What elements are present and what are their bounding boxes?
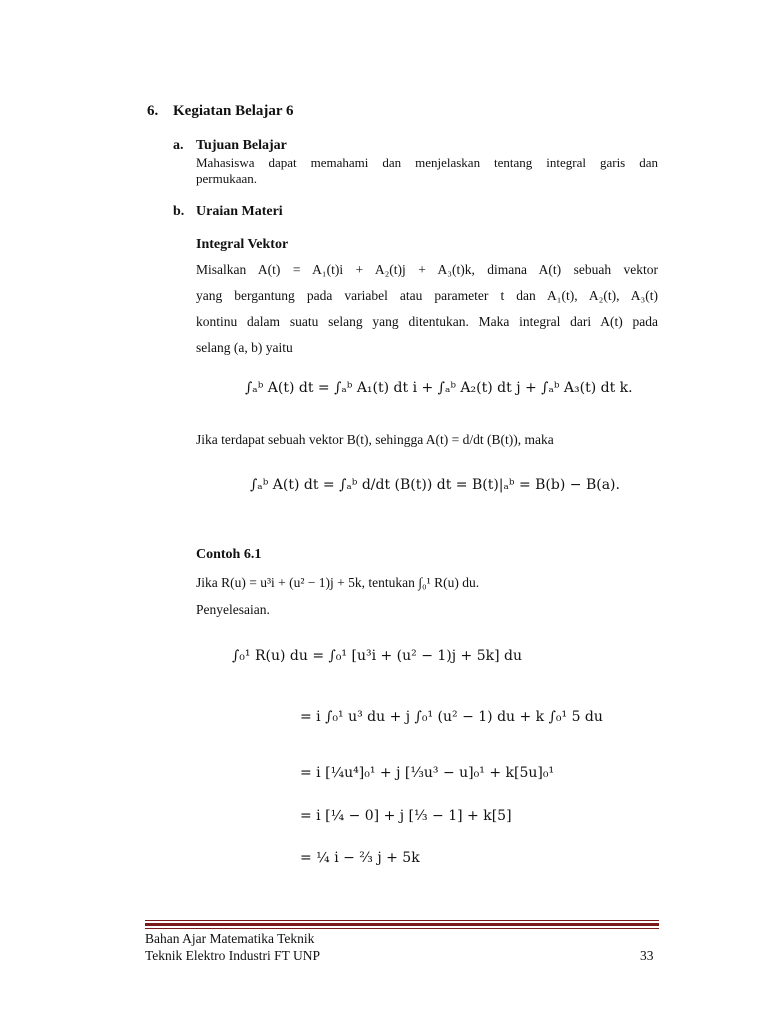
equation-integral-components: ∫ₐᵇ A(t) dt = ∫ₐᵇ A₁(t) dt i + ∫ₐᵇ A₂(t) dt j + ∫ₐᵇ A₃(t) dt k. xyxy=(245,380,633,396)
footer-course: Bahan Ajar Matematika Teknik xyxy=(145,931,315,946)
solution-step-3: = i [¼u⁴]₀¹ + j [⅓u³ − u]₀¹ + k[5u]₀¹ xyxy=(300,765,555,781)
example-problem: Jika R(u) = u³i + (u² − 1)j + 5k, tentukan ∫₀¹ R(u) du. xyxy=(196,575,480,590)
footer-department: Teknik Elektro Industri FT UNP xyxy=(145,948,321,963)
integral-vektor-heading: Integral Vektor xyxy=(196,237,289,252)
solution-step-1: ∫₀¹ R(u) du = ∫₀¹ [u³i + (u² − 1)j + 5k] du xyxy=(232,648,523,664)
subsection-b-label: b. xyxy=(173,204,185,219)
paragraph-line-2: yang bergantung pada variabel atau parameter t dan A₁(t), A₂(t), A₃(t) xyxy=(196,288,658,303)
solution-step-2: = i ∫₀¹ u³ du + j ∫₀¹ (u² − 1) du + k ∫₀¹ 5 du xyxy=(300,709,603,725)
subsection-a-text-line2: permukaan. xyxy=(196,171,258,186)
solution-label: Penyelesaian. xyxy=(196,602,270,617)
paragraph-line-1: Misalkan A(t) = A₁(t)i + A₂(t)j + A₃(t)k, dimana A(t) sebuah vektor xyxy=(196,262,658,277)
section-number: 6. xyxy=(147,103,159,119)
equation-antiderivative: ∫ₐᵇ A(t) dt = ∫ₐᵇ d/dt (B(t)) dt = B(t)|ₐᵇ = B(b) − B(a). xyxy=(250,477,620,493)
footer-rule-main xyxy=(145,923,659,926)
paragraph-line-4: selang (a, b) yaitu xyxy=(196,340,293,355)
subsection-b-title: Uraian Materi xyxy=(196,204,283,219)
example-heading: Contoh 6.1 xyxy=(196,547,262,562)
section-title: Kegiatan Belajar 6 xyxy=(173,103,294,119)
subsection-a-title: Tujuan Belajar xyxy=(196,138,287,153)
subsection-a-label: a. xyxy=(173,138,184,153)
solution-step-4: = i [¼ − 0] + j [⅓ − 1] + k[5] xyxy=(300,808,512,824)
page-number: 33 xyxy=(640,948,654,963)
paragraph-line-5: Jika terdapat sebuah vektor B(t), sehingga A(t) = d/dt (B(t)), maka xyxy=(196,432,554,447)
footer-rule-bottom xyxy=(145,928,659,929)
paragraph-line-3: kontinu dalam suatu selang yang ditentukan. Maka integral dari A(t) pada xyxy=(196,314,658,329)
subsection-a-text-line1: Mahasiswa dapat memahami dan menjelaskan tentang integral garis dan xyxy=(196,155,658,170)
solution-step-5: = ¼ i − ⅔ j + 5k xyxy=(300,850,420,866)
footer-rule-top xyxy=(145,920,659,921)
